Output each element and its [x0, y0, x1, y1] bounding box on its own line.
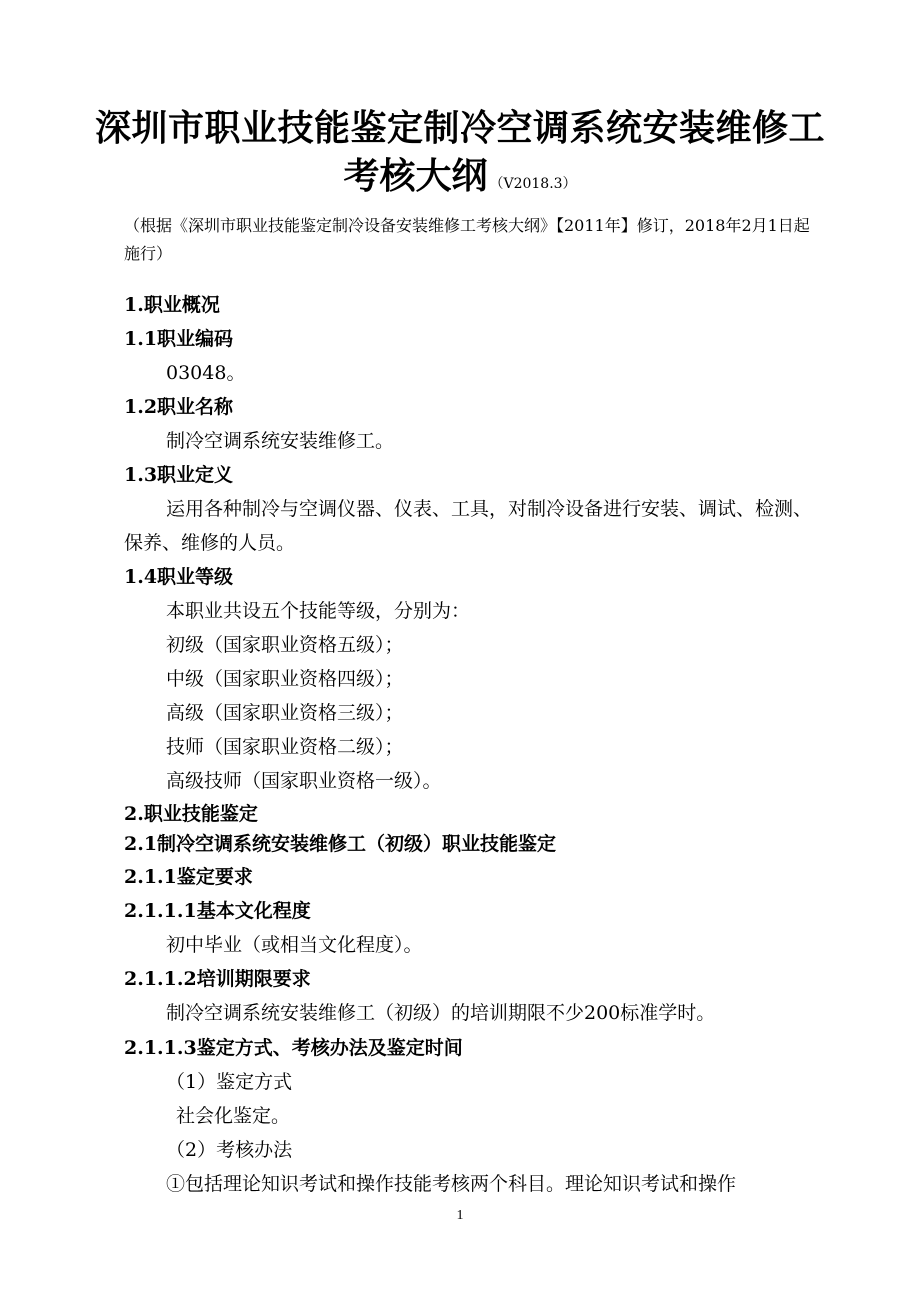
paragraph: 03048。 — [166, 362, 246, 384]
document-title-line2 — [0, 152, 920, 208]
version-label: （V2018.3） — [489, 176, 577, 192]
paragraph: 初中毕业（或相当文化程度）。 — [166, 934, 423, 956]
list-item: （1）鉴定方式 — [166, 1071, 293, 1093]
section-heading: 2.职业技能鉴定 — [124, 803, 258, 825]
subsection-heading: 1.4职业等级 — [124, 566, 234, 588]
document-title-text: 考核大纲 — [343, 155, 488, 197]
subsection-heading: 1.1职业编码 — [124, 328, 234, 350]
subsection-heading: 2.1.1.3鉴定方式、考核办法及鉴定时间 — [124, 1037, 463, 1059]
paragraph: 社会化鉴定。 — [176, 1105, 291, 1127]
list-item: 高级技师（国家职业资格一级）。 — [166, 770, 442, 792]
subsection-heading: 1.2职业名称 — [124, 396, 234, 418]
document-title-line1: 深圳市职业技能鉴定制冷空调系统安装维修工 — [94, 107, 825, 149]
subsection-heading: 2.1.1鉴定要求 — [124, 866, 253, 888]
subsection-heading: 2.1.1.2培训期限要求 — [124, 968, 311, 990]
list-item: 初级（国家职业资格五级）； — [166, 634, 404, 656]
list-item: （2）考核办法 — [166, 1139, 293, 1161]
list-item: 中级（国家职业资格四级）； — [166, 668, 404, 690]
page-number: 1 — [456, 1208, 464, 1223]
paragraph: 运用各种制冷与空调仪器、仪表、工具，对制冷设备进行安装、调试、检测、保养、维修的人员。 — [124, 498, 813, 554]
section-heading: 1.职业概况 — [124, 294, 220, 316]
revision-note: （根据《深圳市职业技能鉴定制冷设备安装维修工考核大纲》【2011年】修订，2018年2月1日起施行） — [124, 216, 810, 263]
subsection-heading: 2.1.1.1基本文化程度 — [124, 900, 311, 922]
list-item: 高级（国家职业资格三级）； — [166, 702, 404, 724]
subsection-heading: 1.3职业定义 — [124, 464, 234, 486]
paragraph: 制冷空调系统安装维修工。 — [166, 430, 395, 452]
paragraph: 本职业共设五个技能等级，分别为： — [166, 600, 471, 622]
paragraph: ①包括理论知识考试和操作技能考核两个科目。理论知识考试和操作 — [166, 1173, 737, 1195]
subsection-heading: 2.1制冷空调系统安装维修工（初级）职业技能鉴定 — [124, 833, 557, 855]
paragraph: 制冷空调系统安装维修工（初级）的培训期限不少200标准学时。 — [166, 1002, 716, 1024]
list-item: 技师（国家职业资格二级）； — [166, 736, 404, 758]
